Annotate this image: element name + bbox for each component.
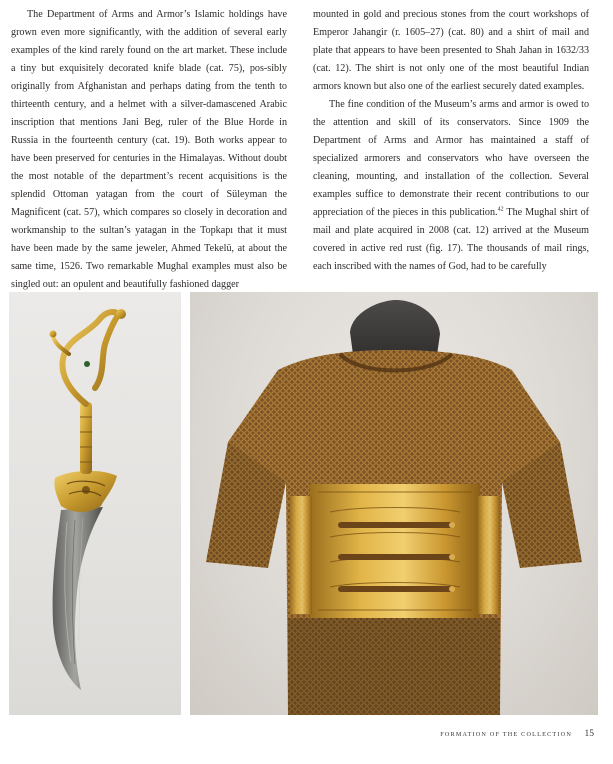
text-line: mounted in gold and precious stones from the court workshops (313, 9, 578, 20)
text-line: examples. (543, 81, 585, 92)
text-line: cleaning, mounting, and installation of the collection. Several (313, 171, 589, 182)
text-line: Arabic inscription that mentions Jani Beg, ruler of the Blue Horde (11, 99, 287, 128)
mail-shirt-image (190, 292, 598, 715)
text-line: specialized armorers and conservators who have overseen the (313, 153, 589, 164)
page-number: 15 (584, 729, 594, 739)
text-line: Indian armors known but also one of the earliest securely dated (313, 63, 590, 92)
text-line: examples suffice to demonstrate their recent contributions to (313, 189, 572, 200)
text-line: doubt the most notable of the department’s recent acquisitions (11, 153, 287, 182)
paragraph-intro-continued (313, 6, 589, 96)
text-line: Magnificent (cat. 57), which compares so closely in decoration and (11, 207, 287, 218)
paragraph-intro (11, 6, 287, 294)
text-line: include a tiny but exquisitely decorated knife blade (cat. 75), pos- (11, 45, 288, 74)
footnote-marker[interactable]: 42 (497, 206, 504, 213)
text-line: early examples of the kind rarely found on the art market. These (11, 27, 287, 56)
text-line: shirt of mail and plate acquired in 2008 (cat. 12) arrived at the (313, 207, 590, 236)
text-line: the Department of Arms and Armor has maintained a staff of (313, 117, 589, 146)
mail-shirt-photo (190, 292, 598, 715)
text-line: in Russia in the fourteenth century (cat. 19). Both works appear (11, 117, 288, 146)
text-line: tenth to thirteenth century, and a helmet with a silver-damascened (11, 81, 287, 110)
text-line: Museum covered in active red rust (fig. 17). The thousands of mail (313, 225, 590, 254)
text-line: is the splendid Ottoman yatagan from the court of Süleyman the (11, 171, 288, 200)
text-line: have been made by the same jeweler, Ahmed Tekelü, at about (11, 243, 272, 254)
text-line: of Emperor Jahangir (r. 1605–27) (cat. 80) and a shirt of mail (313, 9, 589, 38)
right-column (313, 6, 589, 276)
text-line: workmanship to the sultan’s yatagan in the Topkapı that it must (11, 225, 287, 236)
text-line: sibly originally from Afghanistan and perhaps dating from the (11, 63, 287, 92)
text-line: to have been preserved for centuries in the Himalayas. Without (11, 135, 287, 164)
dagger-photo (9, 292, 181, 715)
text-line: also be singled out: an opulent and beautifully fashioned dagger (11, 261, 287, 290)
paragraph-conservators (313, 96, 589, 276)
text-line: owed to the attention and skill of its conservators. Since 1909 (313, 99, 590, 128)
text-line: and plate that appears to have been presented to Shah Jahan in (313, 27, 590, 56)
page-footer (440, 729, 600, 744)
text-line: rings, each inscribed with the names of God, had to be carefully (313, 243, 589, 272)
text-line: The Department of Arms and Armor’s Islamic holdings (27, 9, 264, 20)
text-line: The Mughal (503, 207, 557, 218)
text-line: our appreciation of the pieces in this publication. (313, 189, 589, 218)
text-line: the same time, 1526. Two remarkable Mughal examples must (11, 243, 288, 272)
running-footer-title: FORMATION OF THE COLLECTION (440, 731, 572, 738)
text-line: have grown even more significantly, with the addition of several (11, 9, 287, 38)
left-column (11, 6, 287, 294)
text-line: The fine condition of the Museum’s arms and armor is (329, 99, 554, 110)
dagger-image (9, 292, 181, 715)
text-line: 1632/33 (cat. 12). The shirt is not only one of the most beautiful (313, 45, 590, 74)
